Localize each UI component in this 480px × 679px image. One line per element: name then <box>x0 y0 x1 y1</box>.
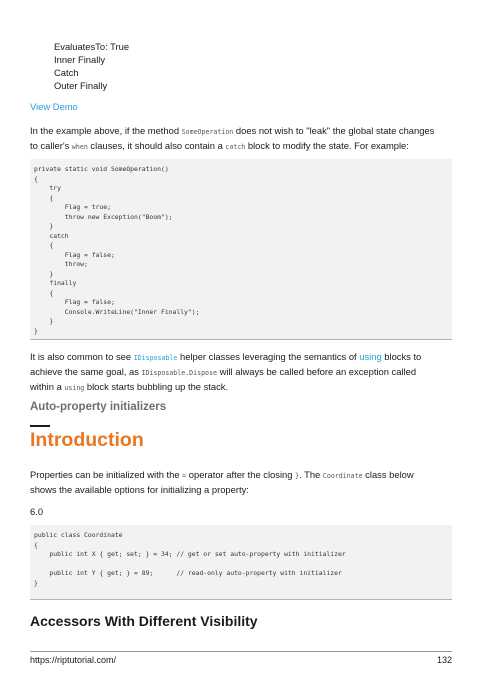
output-line-2: Inner Finally <box>54 54 106 65</box>
version-label: 6.0 <box>30 506 44 517</box>
code-line: { <box>34 174 38 183</box>
code-line: throw; <box>34 260 88 268</box>
code-line: { <box>34 288 54 297</box>
page-number: 132 <box>436 655 452 665</box>
code-line: throw new Exception("Boom"); <box>34 212 173 221</box>
using-link[interactable]: using <box>359 351 382 362</box>
accessors-title: Accessors With Different Visibility <box>30 613 258 629</box>
inline-code-coordinate: Coordinate <box>322 472 363 480</box>
inline-code-catch: catch <box>225 143 246 151</box>
output-line-4: Outer Finally <box>54 80 108 91</box>
code-line: private static void SomeOperation() <box>34 165 169 173</box>
code-line: finally <box>34 279 77 287</box>
paragraph-idisposable: It is also common to see IDisposable helper classes leveraging the semantics of using blocks to achieve the same goal, as IDisposable.Dispose will always be called before an exception called within a using block starts bubbling up the stack. <box>30 351 422 392</box>
code-line: Flag = true; <box>34 203 111 211</box>
code-line: } <box>34 326 38 335</box>
subheading-auto-property: Auto-property initializers <box>30 401 167 413</box>
inline-code-equals: = <box>182 472 187 480</box>
code-line: Console.WriteLine("Inner Finally"); <box>34 307 200 316</box>
footer-rule <box>30 651 452 652</box>
code-line: public class Coordinate <box>34 531 123 539</box>
code-line: } <box>34 578 38 587</box>
inline-code-brace: } <box>295 472 300 480</box>
paragraph-properties: Properties can be initialized with the = operator after the closing }. The Coordinate class below shows the available options for initializing a property: <box>30 469 414 495</box>
inline-code-someoperation: SomeOperation <box>181 128 234 136</box>
code-line: { <box>34 193 54 202</box>
code-line: try <box>34 184 61 192</box>
code-line: } <box>34 317 54 325</box>
output-line-1: EvaluatesTo: True <box>54 41 130 52</box>
code-line: } <box>34 269 54 278</box>
code-block-coordinate <box>30 525 452 600</box>
code-line: public int X { get; set; } = 34; // get or set auto-property with initializer <box>34 550 346 558</box>
code-line: { <box>34 241 54 249</box>
code-block-someoperation <box>30 159 452 340</box>
code-line: public int Y { get; } = 89; // read-only auto-property with initializer <box>34 569 342 577</box>
footer-url[interactable]: https://riptutorial.com/ <box>30 655 117 665</box>
inline-code-dispose: IDisposable.Dispose <box>141 369 217 377</box>
paragraph-leak-state: In the example above, if the method SomeOperation does not wish to "leak" the global state changes to caller's when clauses, it should also contain a catch block to modify the state. For example: <box>30 125 435 151</box>
code-line: Flag = false; <box>34 298 115 306</box>
inline-code-idisposable: IDisposable <box>133 354 178 362</box>
output-line-3: Catch <box>54 67 79 78</box>
code-line: catch <box>34 231 69 240</box>
inline-code-when: when <box>71 143 88 151</box>
code-line: } <box>34 222 54 230</box>
code-line: Flag = false; <box>34 250 115 259</box>
code-line: { <box>34 540 38 549</box>
inline-code-using: using <box>64 384 85 392</box>
view-demo-link[interactable]: View Demo <box>30 101 78 112</box>
introduction-title: Introduction <box>30 429 144 451</box>
title-rule <box>30 425 50 427</box>
